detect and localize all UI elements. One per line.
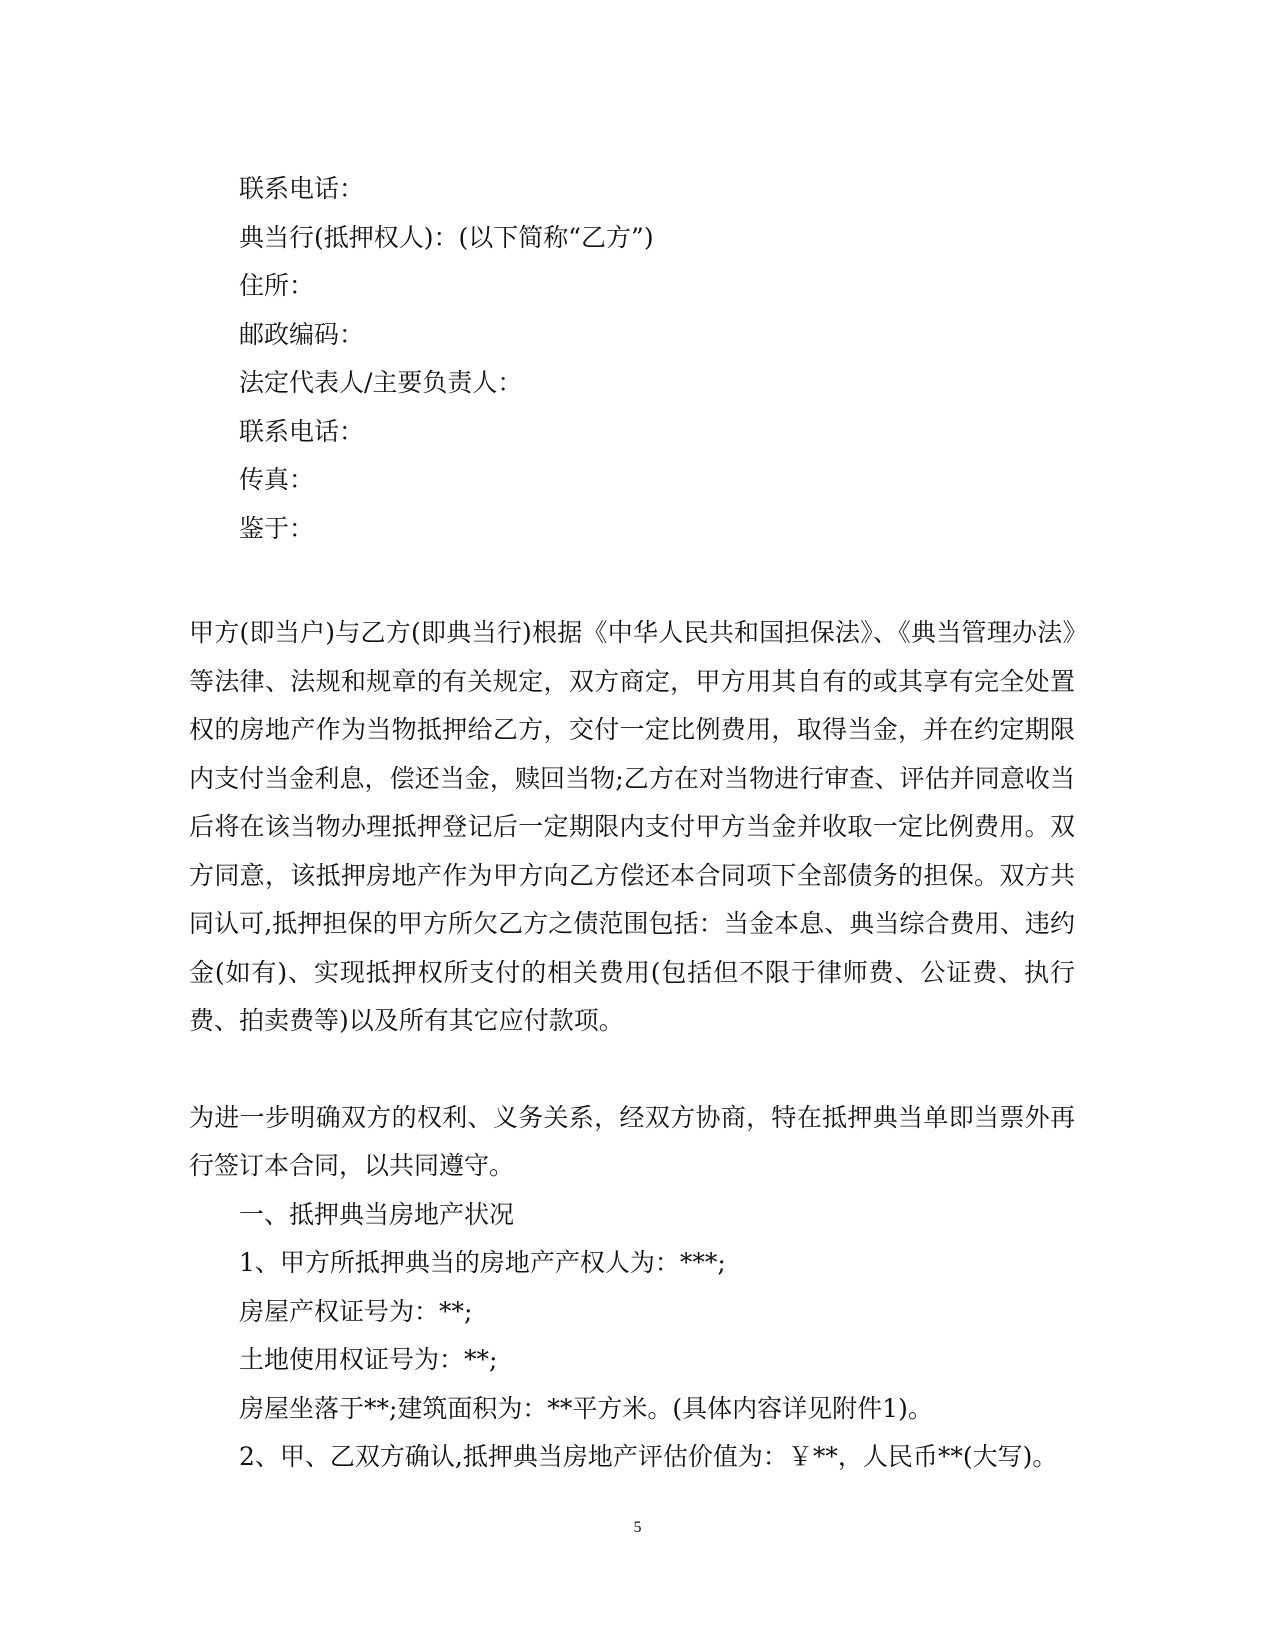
spacer: [189, 553, 1075, 609]
legal-representative-line: 法定代表人/主要负责人：: [239, 368, 523, 397]
contact-phone-line-2: 联系电话：: [239, 416, 365, 446]
clause-land-cert-line: 土地使用权证号为：**;: [239, 1345, 498, 1374]
document-body: [189, 165, 1075, 1482]
page-number: 5: [633, 1519, 642, 1536]
paragraph-purpose: 为进一步明确双方的权利、义务关系，经双方协商，特在抵押典当单即当票外再行签订本合同，以共同遵守。: [189, 1102, 1075, 1180]
fax-line: 传真：: [239, 465, 315, 494]
pawnshop-line: 典当行(抵押权人)：(以下简称“乙方”): [239, 222, 654, 252]
address-line: 住所：: [239, 271, 315, 300]
postal-code-line: 邮政编码：: [239, 319, 365, 349]
spacer: [189, 1046, 1075, 1094]
contact-phone-line: 联系电话：: [239, 174, 365, 203]
clause-location-line: 房屋坐落于**;建筑面积为：**平方米。(具体内容详见附件1)。: [239, 1393, 933, 1423]
clause-house-cert-line: 房屋产权证号为：**;: [239, 1296, 473, 1326]
whereas-line: 鉴于：: [239, 513, 315, 543]
clause-valuation-line: 2、甲、乙双方确认,抵押典当房地产评估价值为：￥**，人民币**(大写)。: [239, 1442, 1058, 1471]
clause-owner-line: 1、甲方所抵押典当的房地产产权人为：***;: [239, 1248, 726, 1277]
section-heading: 一、抵押典当房地产状况: [239, 1199, 515, 1229]
paragraph-recitals: 甲方(即当户)与乙方(即典当行)根据《中华人民共和国担保法》、《典当管理办法》等法律、法规和规章的有关规定，双方商定，甲方用其自有的或其享有完全处置权的房地产作为当物抵押给乙方，交付一定比例费用，取得当金，并在约定期限内支付当金利息，偿还当金，赎回当物;乙方在对当物进行审查、评估并同意收当后将在该当物办理抵押登记后一定期限内支付甲方当金并收取一定比例费用。双方同意，该抵押房地产作为甲方向乙方偿还本合同项下全部债务的担保。双方共同认可,抵押担保的甲方所欠乙方之债范围包括：当金本息、典当综合费用、违约金(如有)、实现抵押权所支付的相关费用(包括但不限于律师费、公证费、执行费、拍卖费等)以及所有其它应付款项。: [189, 618, 1075, 1035]
